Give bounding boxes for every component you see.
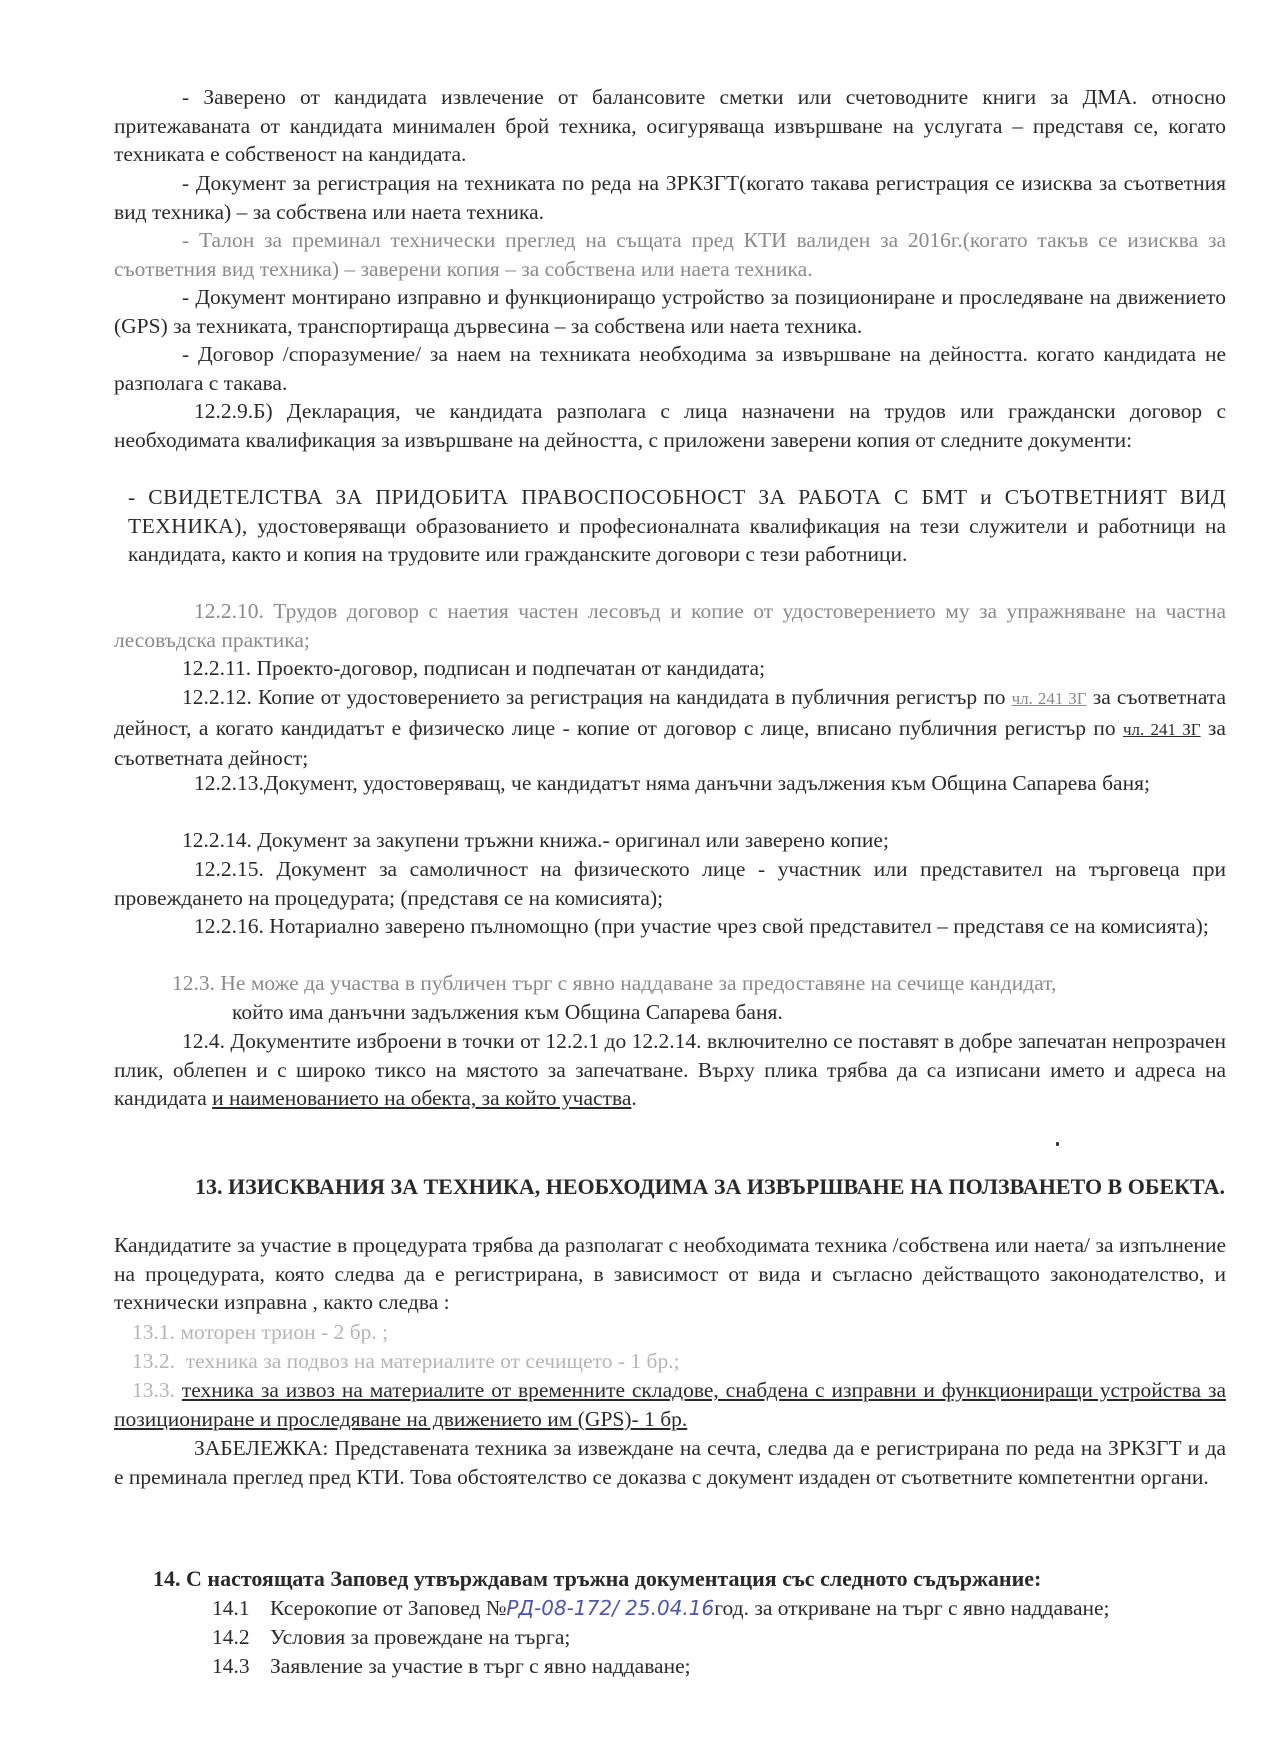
talon-text: - Талон за преминал технически преглед на същата пред КТИ валиден за 2016г.(когато такъв се изисква за съответния вид техника) – заверени копия – за собствена или наета техника. bbox=[114, 228, 1226, 281]
p-12-2-16-text: 12.2.16. Нотариално заверено пълномощно (при участие чрез свой представител – представя се на комисията); bbox=[194, 914, 1209, 938]
item-14-1-post: год. за откриване на търг с явно наддаване; bbox=[714, 1596, 1110, 1620]
p-12-4-underlined: и наименованието на обекта, за който участва bbox=[212, 1086, 632, 1110]
p-12-2-12-part3: за съответната дейност; bbox=[114, 715, 1226, 770]
item-14-3-num: 14.3 bbox=[212, 1654, 250, 1678]
item-14-1-pre: Ксерокопие от Заповед № bbox=[270, 1596, 507, 1620]
p-12-2-9-text: 12.2.9.Б) Декларация, че кандидата разполага с лица назначени на трудов или граждански договор с необходимата квалификация за извършване на дейността, с приложени заверени копия от следните документи: bbox=[114, 399, 1226, 452]
paragraph-12-2-15 bbox=[114, 855, 1226, 912]
registration-doc-text: - Документ за регистрация на техниката по реда на ЗРКЗГТ(когато такава регистрация се изисква за съответния вид техника) – за собствена или наета техника. bbox=[114, 171, 1226, 224]
item-14-3 bbox=[212, 1652, 691, 1681]
scan-speck bbox=[1056, 1142, 1059, 1146]
section-13-heading-text: 13. ИЗИСКВАНИЯ ЗА ТЕХНИКА, НЕОБХОДИМА ЗА ИЗВЪРШВАНЕ НА ПОЛЗВАНЕТО В ОБЕКТА. bbox=[195, 1174, 1225, 1199]
zavereno-text: - Заверено от кандидата извлечение от балансовите сметки или счетоводните книги за ДМА. относно притежаваната от кандидата минимален брой техника, осигуряваща извършване на услугата – представя се, когато техниката е собственост на кандидата. bbox=[114, 85, 1226, 166]
p-12-2-10-text: 12.2.10. Трудов договор с наетия частен лесовъд и копие от удостоверението му за упражняване на частна лесовъдска практика; bbox=[114, 599, 1226, 652]
item-13-3 bbox=[114, 1376, 1226, 1433]
item-talon bbox=[114, 226, 1226, 283]
law-link-art-241-second[interactable]: чл. 241 ЗГ bbox=[1122, 719, 1201, 739]
section-13-note-text: ЗАБЕЛЕЖКА: Представената техника за извеждане на сечта, следва да е регистрирана по реда на ЗРКЗГТ и да е преминала преглед пред КТИ. Това обстоятелство се доказва с документ издаден от съответните компетентни органи. bbox=[114, 1436, 1226, 1489]
p-12-2-11-text: 12.2.11. Проекто-договор, подписан и подпечатан от кандидата; bbox=[182, 656, 766, 680]
item-13-3-text: техника за извоз на материалите от временните складове, снабдена с изправни и функциониращи устройства за позициониране и проследяване на движението им (GPS)- 1 бр. bbox=[114, 1378, 1227, 1431]
p-12-2-13-text: 12.2.13.Документ, удостоверяващ, че кандидатът няма данъчни задължения към Община Сапарева баня; bbox=[194, 771, 1150, 795]
item-13-1-num: 13.1. bbox=[132, 1320, 175, 1344]
item-14-1-num: 14.1 bbox=[212, 1596, 250, 1620]
item-14-3-text: Заявление за участие в търг с явно наддаване; bbox=[270, 1654, 691, 1678]
item-registration-doc bbox=[114, 169, 1226, 226]
section-13-note bbox=[114, 1434, 1226, 1491]
paragraph-12-2-16 bbox=[114, 912, 1226, 941]
p-12-4-end: . bbox=[631, 1086, 637, 1110]
gps-doc-text: - Документ монтирано изправно и функциониращо устройство за позициониране и проследяване на движението (GPS) за техниката, транспортираща дървесина – за собствена или наета техника. bbox=[114, 285, 1226, 338]
p-12-2-12-part1: 12.2.12. Копие от удостоверението за регистрация на кандидата в публичния регистър по bbox=[182, 685, 1012, 709]
item-13-2-text: техника за подвоз на материалите от сечището - 1 бр.; bbox=[185, 1349, 680, 1373]
certificates-item bbox=[128, 483, 1226, 569]
item-gps-doc bbox=[114, 283, 1226, 340]
item-14-2-text: Условия за провеждане на търга; bbox=[270, 1625, 571, 1649]
paragraph-12-2-10 bbox=[114, 597, 1226, 654]
item-13-3-num: 13.3. bbox=[132, 1378, 175, 1402]
item-14-2 bbox=[212, 1623, 570, 1652]
paragraph-12-2-11 bbox=[114, 654, 1226, 683]
item-lease bbox=[114, 340, 1226, 397]
item-13-1-text: моторен трион - 2 бр. ; bbox=[180, 1320, 389, 1344]
lease-text: - Договор /споразумение/ за наем на техниката необходима за извършване на дейността. когато кандидата не разполага с такава. bbox=[114, 342, 1226, 395]
handwritten-order-number: РД-08-172/ 25.04.16 bbox=[506, 1596, 715, 1620]
paragraph-12-2-13 bbox=[114, 769, 1226, 798]
paragraph-12-2-9 bbox=[114, 397, 1226, 454]
item-14-1 bbox=[212, 1594, 1110, 1623]
item-14-2-num: 14.2 bbox=[212, 1625, 250, 1649]
section-13-heading bbox=[195, 1173, 1226, 1202]
p-12-4-text: 12.4. Документите изброени в точки от 12.2.1 до 12.2.14. включително се поставят в добре запечатан непрозрачен плик, облепен и с широко тиксо на мястото за запечатване. Върху плика трябва да са изписани името и адреса на кандидата bbox=[114, 1029, 1226, 1110]
p-12-2-12-part2: за съответната дейност, а когато кандидатът е физическо лице - копие от договор с лице, вписано публичния регистър по bbox=[114, 685, 1227, 740]
p-12-2-15-text: 12.2.15. Документ за самоличност на физическото лице - участник или представител на търговеца при провеждането на процедурата; (представя се на комисията); bbox=[114, 857, 1226, 910]
p-12-3-line1: 12.3. Не може да участва в публичен търг с явно наддаване за предоставяне на сечище кандидат, bbox=[172, 971, 1057, 995]
paragraph-12-2-12 bbox=[114, 683, 1226, 773]
certificates-rest: удостоверяващи образованието и професионалната квалификация на тези служители и работници на кандидата, както и копия на трудовите или гражданските договори с тези работници. bbox=[128, 513, 1226, 566]
paragraph-12-4 bbox=[114, 1027, 1226, 1113]
item-zavereno bbox=[114, 83, 1226, 169]
item-13-2 bbox=[132, 1347, 680, 1376]
p-12-3-line2: който има данъчни задължения към Община Сапарева баня. bbox=[232, 1000, 783, 1024]
certificates-caps: - СВИДЕТЕЛСТВА ЗА ПРИДОБИТА ПРАВОСПОСОБНОСТ ЗА РАБОТА С БМТ и СЪОТВЕТНИЯТ ВИД ТЕХНИКА), bbox=[128, 485, 1226, 538]
p-12-2-14-text: 12.2.14. Документ за закупени тръжни книжа.- оригинал или заверено копие; bbox=[182, 828, 889, 852]
item-13-1 bbox=[132, 1318, 388, 1347]
law-link-art-241[interactable]: чл. 241 ЗГ bbox=[1011, 689, 1087, 708]
paragraph-12-2-14 bbox=[114, 826, 1226, 855]
item-13-2-num: 13.2. bbox=[132, 1349, 175, 1373]
section-13-intro bbox=[114, 1231, 1226, 1317]
section-13-intro-text: Кандидатите за участие в процедурата трябва да разполагат с необходимата техника /собствена или наета/ за изпълнение на процедурата, която следва да е регистрирана, в зависимост от вида и съгласно действащото законодателство, и технически изправна , както следва : bbox=[114, 1233, 1226, 1314]
section-14-heading: 14. С настоящата Заповед утвърждавам тръжна документация със следното съдържание: bbox=[153, 1566, 1042, 1591]
